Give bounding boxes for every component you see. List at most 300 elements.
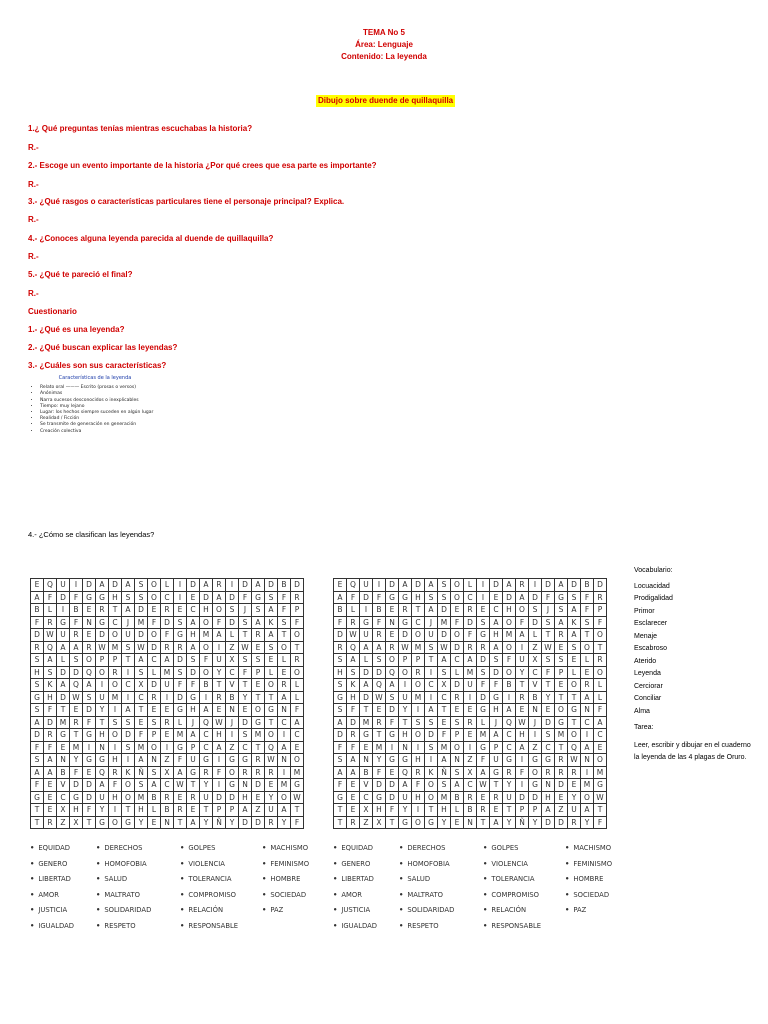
word-item: • MALTRATO [399,890,454,906]
grid-cell: Q [96,766,109,779]
grid-cell: A [83,679,96,692]
grid-cell: R [161,604,174,617]
grid-cell: O [122,779,135,792]
word-item: • SOCIEDAD [262,890,309,906]
grid-cell: Y [542,691,555,704]
word-item: • RESPONSABLE [483,921,541,937]
grid-cell: O [412,816,425,829]
grid-cell: S [122,741,135,754]
grid-cell: Z [161,754,174,767]
grid-cell: S [122,716,135,729]
grid-cell: A [334,716,347,729]
grid-cell: W [399,641,412,654]
grid-cell: D [360,691,373,704]
grid-cell: R [451,691,464,704]
grid-cell: O [425,791,438,804]
grid-cell: I [161,691,174,704]
grid-cell: N [148,754,161,767]
grid-cell: X [529,654,542,667]
grid-cell: A [373,641,386,654]
grid-row [334,741,607,754]
grid-cell: E [347,779,360,792]
grid-cell: H [187,704,200,717]
grid-cell: E [57,741,70,754]
grid-cell: R [490,791,503,804]
grid-cell: A [31,591,44,604]
grid-cell: G [252,591,265,604]
vocabulary-item: Aterido [634,657,657,665]
grid-cell: D [122,729,135,742]
grid-cell: S [568,591,581,604]
grid-cell: E [83,629,96,642]
grid-cell: G [252,716,265,729]
word-item: • SOLIDARIDAD [96,905,151,921]
grid-cell: V [360,779,373,792]
grid-cell: F [477,679,490,692]
grid-cell: R [464,791,477,804]
grid-cell: T [31,816,44,829]
grid-cell: C [581,716,594,729]
grid-cell: W [516,716,529,729]
grid-cell: H [109,791,122,804]
grid-cell: A [252,579,265,592]
word-item: • LIBERTAD [333,874,377,890]
grid-cell: R [594,654,607,667]
grid-cell: M [174,729,187,742]
grid-cell: O [581,791,594,804]
grid-cell: O [451,591,464,604]
grid-cell: U [213,654,226,667]
grid-cell: S [174,616,187,629]
grid-cell: F [347,591,360,604]
grid-cell: Y [239,691,252,704]
grid-cell: A [568,629,581,642]
word-search-grid-right [333,578,607,829]
vocabulary-item: Leyenda [634,670,661,677]
grid-cell: I [581,729,594,742]
grid-cell: M [109,691,122,704]
grid-cell: Ñ [213,816,226,829]
grid-cell: B [161,804,174,817]
grid-cell: R [83,641,96,654]
grid-cell: E [252,791,265,804]
grid-cell: S [83,691,96,704]
grid-cell: A [425,604,438,617]
grid-cell: Y [399,804,412,817]
grid-cell: A [555,616,568,629]
grid-cell: T [399,716,412,729]
grid-cell: S [529,604,542,617]
grid-cell: E [265,654,278,667]
grid-row [31,666,304,679]
grid-cell: K [425,766,438,779]
grid-cell: Y [399,704,412,717]
grid-cell: Z [360,816,373,829]
grid-cell: R [109,666,122,679]
grid-cell: S [135,666,148,679]
characteristic-item: • Narra sucesos desconocidos o inexplicables [40,398,160,404]
grid-cell: E [477,604,490,617]
grid-cell: D [252,779,265,792]
grid-cell: E [44,804,57,817]
grid-cell: L [451,804,464,817]
grid-row [334,716,607,729]
grid-cell: F [278,591,291,604]
grid-cell: M [412,641,425,654]
grid-cell: E [464,704,477,717]
grid-cell: U [464,679,477,692]
grid-cell: B [451,791,464,804]
grid-cell: G [360,729,373,742]
word-item: • HOMBRE [262,874,309,890]
grid-cell: S [425,716,438,729]
page-header [0,27,768,63]
grid-cell: T [83,816,96,829]
grid-cell: F [213,616,226,629]
grid-cell: P [451,729,464,742]
grid-cell: J [529,716,542,729]
grid-cell: G [96,816,109,829]
grid-cell: M [477,729,490,742]
grid-cell: R [96,604,109,617]
grid-cell: I [477,591,490,604]
content-label: Contenido: La leyenda [341,52,427,61]
grid-cell: N [399,741,412,754]
grid-cell: H [96,729,109,742]
grid-cell: E [239,704,252,717]
grid-cell: G [542,754,555,767]
grid-cell: N [239,779,252,792]
grid-cell: H [490,704,503,717]
grid-cell: M [464,666,477,679]
grid-cell: W [568,754,581,767]
grid-cell: F [334,741,347,754]
grid-cell: R [555,754,568,767]
grid-cell: U [57,629,70,642]
grid-cell: D [412,579,425,592]
grid-cell: T [200,804,213,817]
grid-cell: A [425,579,438,592]
grid-cell: H [412,791,425,804]
grid-cell: C [542,741,555,754]
grid-cell: I [226,579,239,592]
grid-cell: A [200,579,213,592]
grid-cell: E [187,591,200,604]
word-item: • SALUD [96,874,151,890]
grid-cell: S [451,766,464,779]
characteristic-item: • Realidad / Ficción [40,416,160,422]
grid-cell: D [83,704,96,717]
grid-cell: Q [347,641,360,654]
grid-cell: A [451,779,464,792]
grid-cell: T [213,679,226,692]
grid-cell: F [44,741,57,754]
vocabulary-item: Primor [634,607,655,615]
grid-cell: P [226,804,239,817]
grid-cell: U [425,629,438,642]
grid-cell: I [464,741,477,754]
grid-cell: G [555,591,568,604]
grid-cell: F [490,679,503,692]
grid-cell: E [347,791,360,804]
grid-cell: C [135,691,148,704]
grid-cell: T [542,629,555,642]
grid-cell: F [386,804,399,817]
grid-cell: D [477,691,490,704]
word-list-column [262,843,309,921]
grid-cell: D [96,629,109,642]
grid-cell: G [555,716,568,729]
grid-cell: T [57,704,70,717]
word-item: • GOLPES [180,843,238,859]
grid-cell: B [226,691,239,704]
grid-cell: A [213,629,226,642]
grid-cell: H [399,729,412,742]
grid-cell: T [239,679,252,692]
grid-cell: E [451,704,464,717]
grid-cell: Y [96,704,109,717]
grid-cell: D [187,579,200,592]
grid-cell: D [386,704,399,717]
grid-cell: D [477,654,490,667]
word-list-column [399,843,454,936]
grid-cell: O [555,704,568,717]
grid-cell: Y [135,816,148,829]
grid-cell: A [31,766,44,779]
grid-cell: I [412,804,425,817]
grid-cell: O [412,729,425,742]
grid-cell: L [529,629,542,642]
grid-cell: N [161,816,174,829]
grid-cell: S [31,754,44,767]
cuestionario-q1: 1.- ¿Qué es una leyenda? [28,325,125,334]
grid-cell: T [373,729,386,742]
grid-cell: F [291,816,304,829]
grid-cell: S [265,641,278,654]
grid-cell: R [334,641,347,654]
grid-cell: Y [516,666,529,679]
word-item: • MALTRATO [96,890,151,906]
grid-cell: P [148,729,161,742]
grid-cell: O [412,679,425,692]
grid-cell: O [291,754,304,767]
grid-cell: H [412,591,425,604]
grid-cell: F [334,616,347,629]
grid-cell: X [373,816,386,829]
grid-cell: A [44,754,57,767]
grid-cell: O [265,729,278,742]
grid-cell: J [542,604,555,617]
grid-cell: W [213,716,226,729]
grid-cell: D [226,791,239,804]
grid-cell: E [386,766,399,779]
grid-cell: T [581,629,594,642]
grid-cell: R [109,766,122,779]
grid-cell: O [109,679,122,692]
grid-cell: O [278,641,291,654]
grid-cell: D [360,591,373,604]
grid-cell: Y [265,791,278,804]
vocabulary-item: Escabroso [634,645,668,652]
grid-cell: E [161,729,174,742]
grid-cell: A [252,616,265,629]
grid-cell: L [161,579,174,592]
grid-cell: G [174,629,187,642]
grid-cell: I [200,691,213,704]
word-item: • AMOR [333,890,377,906]
grid-cell: R [412,766,425,779]
grid-row [31,579,304,592]
grid-cell: N [451,754,464,767]
grid-cell: P [213,804,226,817]
grid-cell: S [542,654,555,667]
grid-row [334,691,607,704]
grid-cell: D [542,579,555,592]
grid-cell: L [57,654,70,667]
grid-cell: R [412,666,425,679]
grid-cell: T [135,704,148,717]
grid-cell: G [96,591,109,604]
grid-cell: R [31,641,44,654]
grid-cell: W [135,641,148,654]
grid-cell: D [83,791,96,804]
characteristic-item: • Se transmite de generación en generación [40,422,160,428]
characteristics-list [30,385,160,435]
question-4: 4.- ¿Conoces alguna leyenda parecida al duende de quillaquilla? [28,234,274,243]
area-label: Área: Lenguaje [355,40,413,49]
grid-cell: A [135,754,148,767]
grid-cell: R [265,816,278,829]
grid-cell: C [122,679,135,692]
grid-cell: P [96,654,109,667]
grid-cell: R [516,579,529,592]
grid-cell: D [529,791,542,804]
grid-cell: Z [226,641,239,654]
grid-cell: E [386,629,399,642]
grid-cell: G [386,754,399,767]
characteristic-item: • Relato oral ——— Escrito (prosas o versos) [40,385,160,391]
grid-cell: D [529,591,542,604]
grid-cell: V [529,679,542,692]
word-item: • JUSTICIA [333,905,377,921]
drawing-title: Dibujo sobre duende de quillaquilla [318,96,454,105]
grid-cell: S [542,616,555,629]
grid-cell: C [451,654,464,667]
grid-cell: R [70,716,83,729]
grid-cell: H [44,691,57,704]
grid-cell: A [239,804,252,817]
grid-cell: C [200,729,213,742]
grid-cell: Z [464,754,477,767]
grid-cell: O [412,629,425,642]
grid-cell: T [122,654,135,667]
word-item: • TOLERANCIA [483,874,541,890]
word-item: • FEMINISMO [262,859,309,875]
grid-cell: C [200,741,213,754]
grid-cell: T [568,716,581,729]
grid-cell: O [200,616,213,629]
grid-cell: N [278,754,291,767]
grid-cell: L [265,666,278,679]
grid-cell: G [57,616,70,629]
grid-row [31,704,304,717]
grid-cell: O [213,604,226,617]
vocabulary-item: Alma [634,707,650,715]
grid-cell: E [278,666,291,679]
grid-cell: F [412,779,425,792]
grid-cell: G [70,791,83,804]
grid-cell: E [347,804,360,817]
grid-cell: M [109,641,122,654]
grid-cell: S [226,604,239,617]
grid-cell: M [412,691,425,704]
grid-cell: A [516,629,529,642]
grid-cell: H [503,604,516,617]
grid-row [334,754,607,767]
grid-cell: I [213,754,226,767]
grid-cell: H [412,754,425,767]
grid-cell: C [226,666,239,679]
grid-cell: G [425,816,438,829]
grid-cell: G [265,704,278,717]
grid-cell: Q [373,679,386,692]
grid-cell: O [148,741,161,754]
word-item: • RESPETO [96,921,151,937]
grid-cell: F [83,804,96,817]
grid-cell: E [265,779,278,792]
grid-cell: R [581,679,594,692]
grid-cell: E [438,716,451,729]
grid-cell: S [451,716,464,729]
grid-cell: G [399,616,412,629]
grid-cell: S [148,766,161,779]
grid-cell: D [291,579,304,592]
grid-cell: M [503,629,516,642]
vocabulary-item: Esclarecer [634,620,668,627]
grid-cell: Ñ [438,766,451,779]
grid-cell: A [291,716,304,729]
grid-row [334,604,607,617]
vocabulary-item: Menaje [634,632,657,640]
grid-cell: I [399,679,412,692]
grid-cell: T [425,654,438,667]
grid-cell: A [96,579,109,592]
grid-cell: G [594,779,607,792]
grid-cell: F [239,666,252,679]
grid-cell: M [252,729,265,742]
grid-row [334,804,607,817]
word-item: • VIOLENCIA [483,859,541,875]
grid-cell: O [451,579,464,592]
word-item: • DERECHOS [96,843,151,859]
grid-cell: W [291,791,304,804]
grid-cell: X [70,816,83,829]
grid-cell: I [278,766,291,779]
grid-cell: R [200,766,213,779]
grid-cell: B [529,691,542,704]
grid-cell: D [334,729,347,742]
grid-cell: G [386,729,399,742]
grid-cell: R [213,691,226,704]
grid-cell: A [187,616,200,629]
grid-cell: T [122,804,135,817]
grid-cell: O [516,604,529,617]
grid-cell: F [109,779,122,792]
grid-cell: W [239,641,252,654]
grid-cell: S [581,616,594,629]
grid-cell: O [291,629,304,642]
grid-cell: G [477,629,490,642]
